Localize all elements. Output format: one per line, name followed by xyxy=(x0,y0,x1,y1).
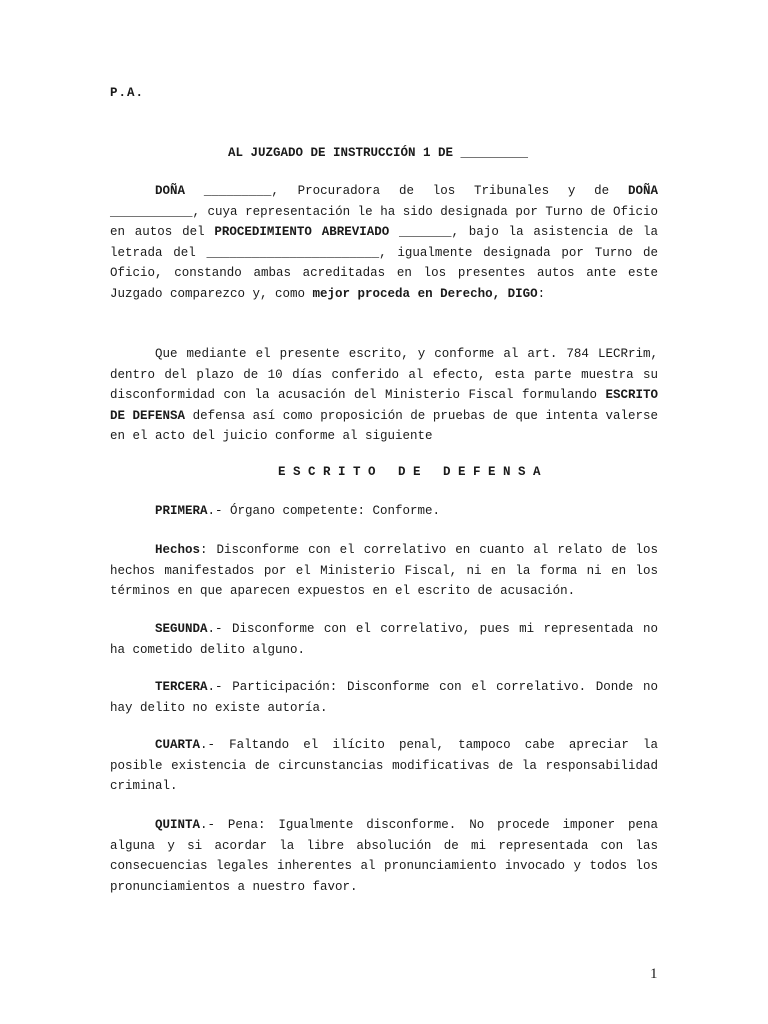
cuarta-text: .- Faltando el ilícito penal, tampoco cabe apreciar la posible existencia de circunstancias modificativas de la responsabilidad criminal. xyxy=(110,738,658,794)
tercera-paragraph xyxy=(110,677,658,718)
intro-text-1: _________, Procuradora de los Tribunales y de xyxy=(185,184,628,198)
primera-label: PRIMERA xyxy=(155,504,208,518)
intro-text-2: ___________, cuya representación le ha sido designada por Turno de Oficio en autos del xyxy=(110,204,658,240)
header-initials: P.A. xyxy=(110,86,145,100)
segunda-paragraph xyxy=(110,619,658,660)
intro-text-4: : xyxy=(537,286,546,301)
cuarta-label: CUARTA xyxy=(155,738,201,752)
procedimiento-label: PROCEDIMIENTO ABREVIADO xyxy=(214,225,390,240)
hechos-text: : Disconforme con el correlativo en cuanto al relato de los hechos manifestados por el Ministerio Fiscal, ni en la forma ni en los términos en que aparecen expuestos en el escrito de acusación. xyxy=(110,543,658,599)
intro-text-3: _______, bajo la asistencia de la letrada del _______________________, igualmente designada por Turno de Oficio, constando ambas acreditadas en los presentes autos ante este Juzgado comparezco y, como xyxy=(110,225,658,301)
quinta-text: .- Pena: Igualmente disconforme. No procede imponer pena alguna y si acordar la libre absolución de mi representada con las consecuencias legales inherentes al pronunciamiento invocado y todos los pronunciamientos a nuestro favor. xyxy=(110,818,658,894)
quinta-label: QUINTA xyxy=(155,818,201,832)
segunda-label: SEGUNDA xyxy=(155,622,208,636)
primera-paragraph xyxy=(110,501,658,522)
hechos-paragraph xyxy=(110,540,658,602)
dona-label-2: DOÑA xyxy=(627,184,658,198)
hechos-label: Hechos xyxy=(155,543,201,557)
tercera-text: .- Participación: Disconforme con el correlativo. Donde no hay delito no existe autoría. xyxy=(110,680,658,715)
section-title: ESCRITO DE DEFENSA xyxy=(278,465,549,479)
que-paragraph xyxy=(110,344,658,447)
page-number: 1 xyxy=(650,966,658,982)
escrito-label: ESCRITO DE DEFENSA xyxy=(110,388,658,423)
primera-text: .- Órgano competente: Conforme. xyxy=(207,504,441,518)
dona-label-1: DOÑA xyxy=(155,184,186,198)
court-address: AL JUZGADO DE INSTRUCCIÓN 1 DE _________ xyxy=(228,146,529,160)
intro-paragraph xyxy=(110,181,658,305)
tercera-label: TERCERA xyxy=(155,680,208,694)
que-text-2: defensa así como proposición de pruebas de que intenta valerse en el acto del juicio conforme al siguiente xyxy=(110,408,659,444)
segunda-text: .- Disconforme con el correlativo, pues mi representada no ha cometido delito alguno. xyxy=(110,622,658,657)
cuarta-paragraph xyxy=(110,735,658,797)
mejor-proceda-label: mejor proceda en Derecho, DIGO xyxy=(312,286,538,301)
quinta-paragraph xyxy=(110,815,658,897)
que-text-1: Que mediante el presente escrito, y conforme al art. 784 LECRrim, dentro del plazo de 10 días conferido al efecto, esta parte muestra su disconformidad con la acusación del Ministerio Fiscal formulando xyxy=(110,347,658,403)
